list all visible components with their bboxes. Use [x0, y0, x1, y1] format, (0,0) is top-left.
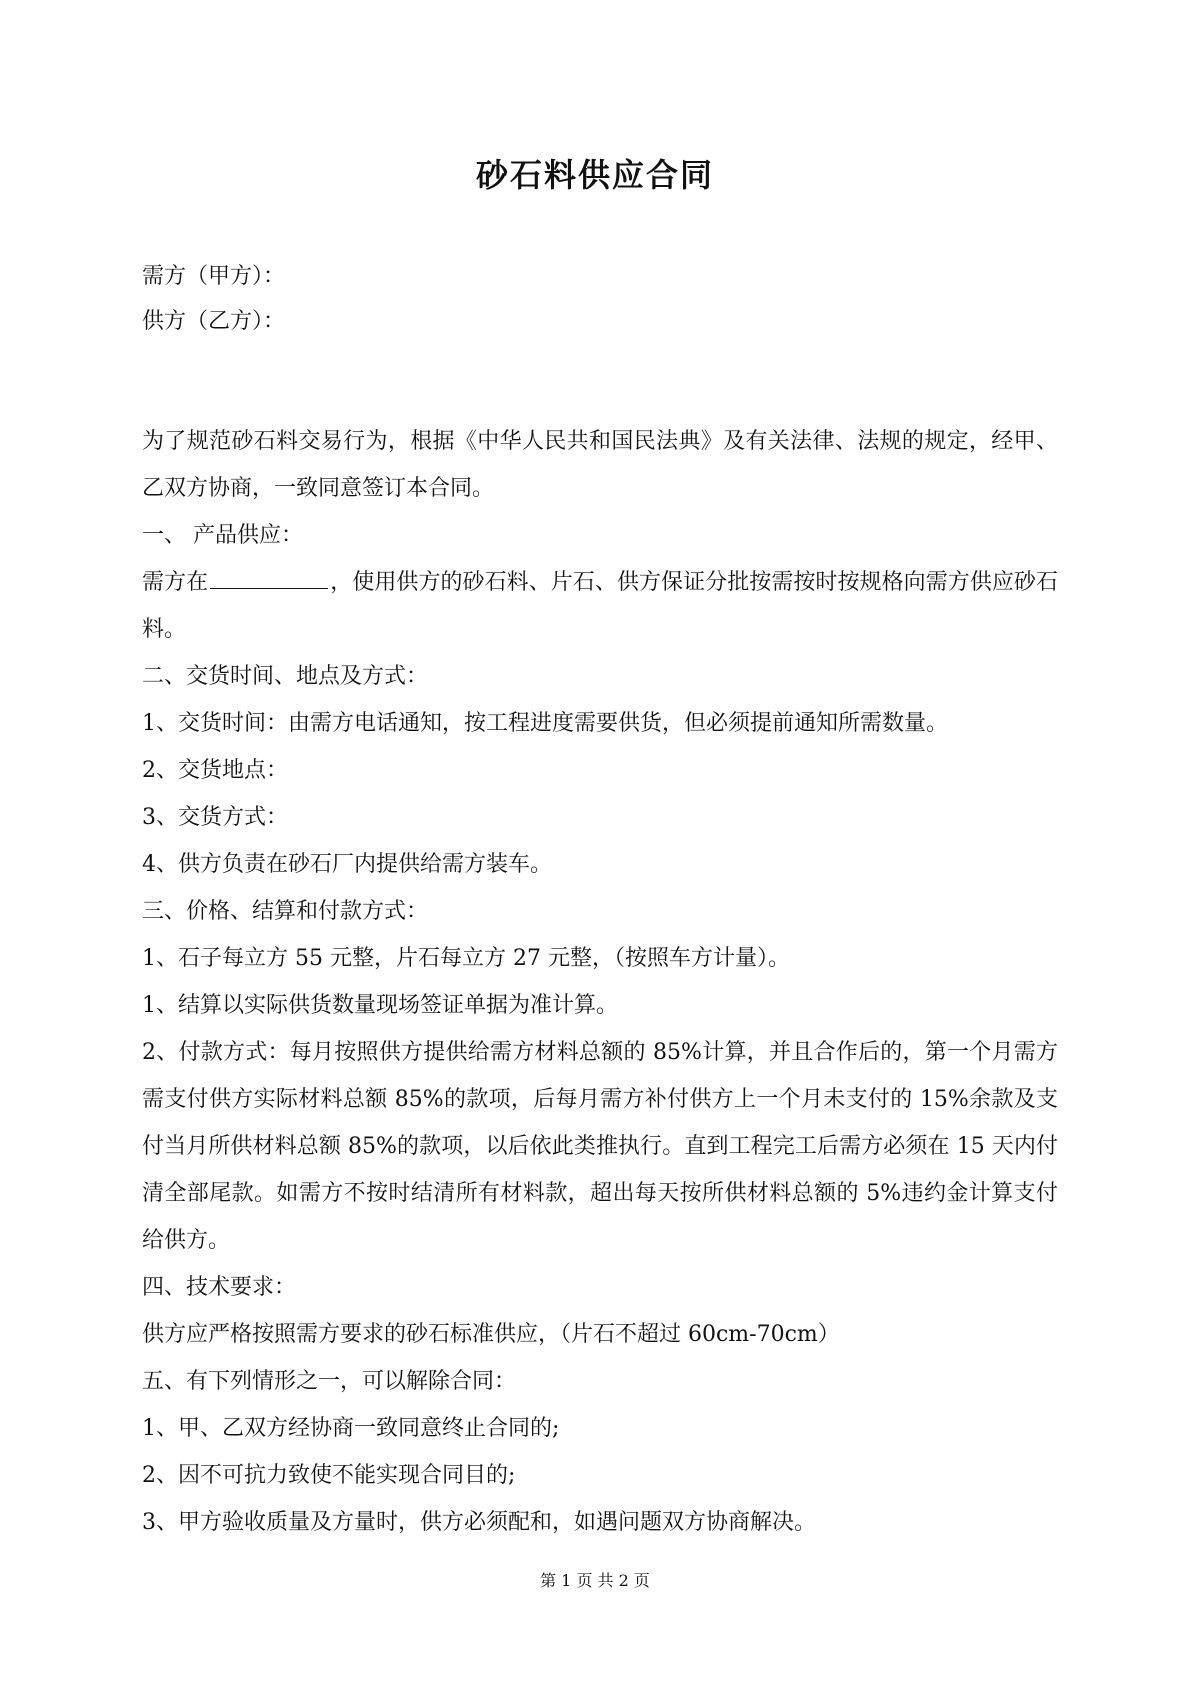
section-1-heading: 一、 产品供应：	[142, 523, 303, 548]
section-2-item: 4、供方负责在砂石厂内提供给需方装车。	[142, 852, 552, 877]
document-title: 砂石料供应合同	[475, 156, 714, 194]
section-2-heading: 二、交货时间、地点及方式：	[142, 664, 429, 689]
section-1-text-after: ，使用供方的砂石料、片石、供方保证分批按需按时按规格向需方供应砂石料。	[142, 570, 1058, 642]
section-3-heading: 三、价格、结算和付款方式：	[142, 899, 429, 924]
section-5-heading: 五、有下列情形之一，可以解除合同：	[142, 1369, 517, 1394]
section-1-text-before: 需方在	[142, 570, 209, 595]
section-3-item: 2、付款方式：每月按照供方提供给需方材料总额的 85%计算，并且合作后的，第一个月需方需支付供方实际材料总额 85%的款项，后每月需方补付供方上一个月未支付的 15%余款及支付当月所供材料总额 85%的款项，以后依此类推执行。直到工程完工后需方必须在 15 天内付清全部尾款。如需方不按时结清所有材料款，超出每天按所供材料总额的 5%违约金计算支付给供方。	[142, 1040, 1058, 1253]
section-2-item: 3、交货方式：	[142, 805, 288, 830]
section-5-item: 3、甲方验收质量及方量时，供方必须配和，如遇问题双方协商解决。	[142, 1510, 816, 1535]
section-1-paragraph	[142, 559, 1058, 653]
party-b-line: 供方（乙方）：	[142, 309, 286, 334]
page-number-footer: 第 1 页 共 2 页	[540, 1571, 650, 1590]
section-2-item: 1、交货时间：由需方电话通知，按工程进度需要供货，但必须提前通知所需数量。	[142, 711, 948, 736]
intro-paragraph: 为了规范砂石料交易行为，根据《中华人民共和国民法典》及有关法律、法规的规定，经甲、乙双方协商，一致同意签订本合同。	[142, 429, 1058, 501]
section-3-item: 1、结算以实际供货数量现场签证单据为准计算。	[142, 993, 618, 1018]
section-5-item: 2、因不可抗力致使不能实现合同目的;	[142, 1463, 516, 1488]
section-4-heading: 四、技术要求：	[142, 1275, 297, 1300]
party-a-line: 需方（甲方）：	[142, 264, 286, 289]
location-blank-line	[210, 566, 328, 589]
section-3-item: 1、石子每立方 55 元整，片石每立方 27 元整，（按照车方计量）。	[142, 946, 790, 971]
section-2-item: 2、交货地点：	[142, 758, 288, 783]
section-4-paragraph: 供方应严格按照需方要求的砂石标准供应，（片石不超过 60cm-70cm）	[142, 1322, 840, 1347]
contract-body	[142, 418, 1058, 1546]
section-5-item: 1、甲、乙双方经协商一致同意终止合同的;	[142, 1416, 560, 1441]
